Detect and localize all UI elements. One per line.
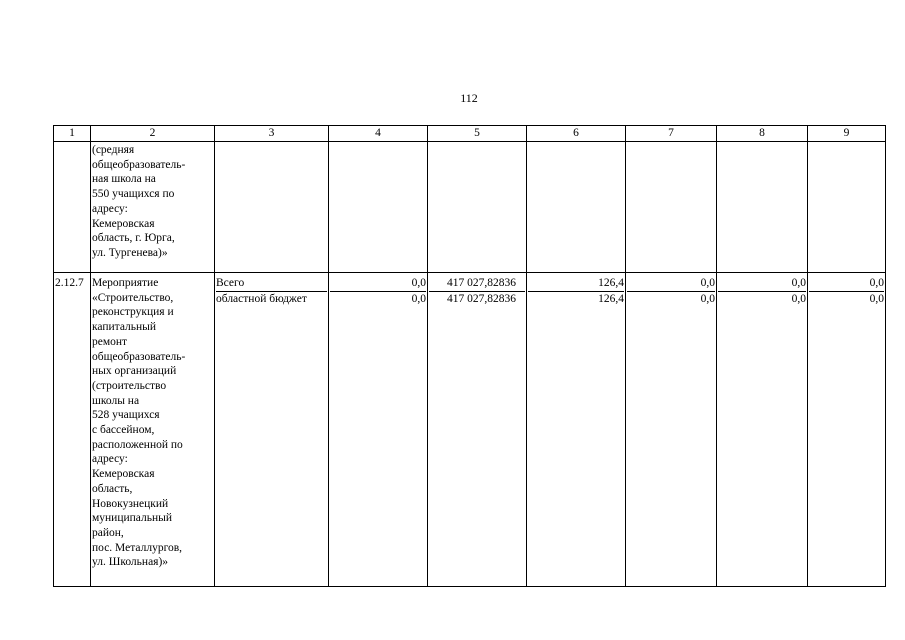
source-cell: [215, 273, 329, 587]
value-cell-6: [527, 273, 626, 587]
budget-table: [53, 125, 886, 587]
header-cell: 7: [626, 126, 717, 142]
value-cell-7: [626, 273, 717, 587]
value-cell: [808, 142, 886, 273]
header-cell: 2: [91, 126, 215, 142]
value-cell: [626, 142, 717, 273]
value-total: 126,4: [528, 276, 624, 292]
value-total: 417 027,82836: [429, 276, 525, 292]
value-cell-9: [808, 273, 886, 587]
value-regional: 0,0: [411, 292, 426, 305]
value-cell: [527, 142, 626, 273]
header-cell: 1: [54, 126, 91, 142]
value-regional: 417 027,82836: [447, 292, 516, 305]
measure-name-cell: Мероприятие «Строительство, реконструкция и капитальный ремонт общеобразователь- ных организаций (строительство школы на 528 учащихся с бассейном, расположенной по адресу: Кемеровская область, Новокузнецкий муниципальный район, пос. Металлургов, ул. Школьная)»: [91, 273, 215, 587]
value-cell: [428, 142, 527, 273]
header-cell: 6: [527, 126, 626, 142]
row-number-cell: 2.12.7: [54, 273, 91, 587]
value-cell: [329, 142, 428, 273]
header-cell: 8: [717, 126, 808, 142]
measure-name-cell: (средняя общеобразователь- ная школа на 550 учащихся по адресу: Кемеровская область, г. Юрга, ул. Тургенева)»: [91, 142, 215, 273]
source-cell: [215, 142, 329, 273]
value-total: 0,0: [627, 276, 715, 292]
value-total: 0,0: [718, 276, 806, 292]
header-cell: 3: [215, 126, 329, 142]
table-row: [54, 142, 886, 273]
value-total: 0,0: [809, 276, 884, 292]
value-cell: [717, 142, 808, 273]
header-row: [54, 126, 886, 142]
value-total: 0,0: [330, 276, 426, 292]
value-regional: 0,0: [869, 292, 884, 305]
value-regional: 0,0: [700, 292, 715, 305]
value-regional: 0,0: [791, 292, 806, 305]
header-cell: 5: [428, 126, 527, 142]
page-number: 112: [460, 91, 478, 105]
row-number-cell: [54, 142, 91, 273]
header-cell: 9: [808, 126, 886, 142]
table-row: [54, 273, 886, 587]
value-cell-4: [329, 273, 428, 587]
source-label-regional: областной бюджет: [216, 292, 307, 305]
value-cell-8: [717, 273, 808, 587]
header-cell: 4: [329, 126, 428, 142]
value-regional: 126,4: [598, 292, 624, 305]
source-label-total: Всего: [216, 276, 327, 292]
value-cell-5: [428, 273, 527, 587]
